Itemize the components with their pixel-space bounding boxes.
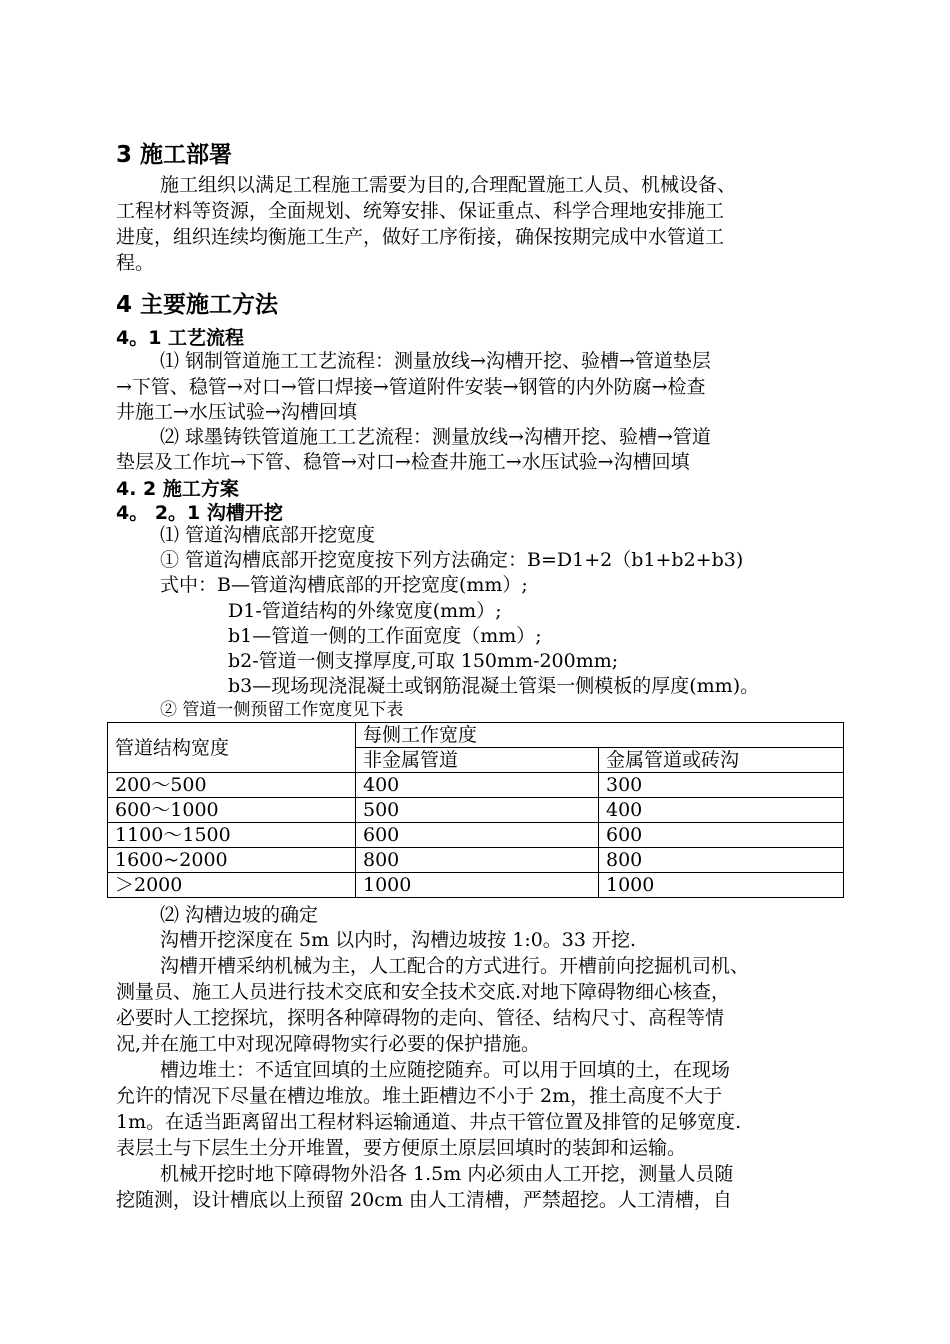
slope-line: 允许的情况下尽量在槽边堆放。堆土距槽边不小于 2m，推土高度不大于 <box>116 1085 723 1107</box>
sec3-para-line: 进度，组织连续均衡施工生产，做好工序衔接，确保按期完成中水管道工 <box>116 226 725 248</box>
table-cell: 200～500 <box>108 773 356 798</box>
definition-line: b1—管道一侧的工作面宽度（mm）; <box>228 625 542 647</box>
slope-line: 槽边堆土：不适宜回填的土应随挖随弃。可以用于回填的土，在现场 <box>160 1059 731 1081</box>
slope-line: 机械开挖时地下障碍物外沿各 1.5m 内必须由人工开挖，测量人员随 <box>160 1163 734 1185</box>
slope-line: 1m。在适当距离留出工程材料运输通道、井点干管位置及排管的足够宽度. <box>116 1111 742 1133</box>
table-cell: 1600~2000 <box>108 848 356 873</box>
table-cell: 800 <box>599 848 844 873</box>
table-cell: ＞2000 <box>108 873 356 898</box>
work-width-table <box>107 722 844 898</box>
process-line: ⑵ 球墨铸铁管道施工工艺流程：测量放线→沟槽开挖、验槽→管道 <box>160 426 711 448</box>
table-row <box>108 848 844 873</box>
process-line: 井施工→水压试验→沟槽回填 <box>116 401 357 423</box>
definition-line: b2-管道一侧支撑厚度,可取 150mm-200mm; <box>228 650 619 672</box>
table-cell: 1000 <box>599 873 844 898</box>
process-line: ⑴ 钢制管道施工工艺流程：测量放线→沟槽开挖、验槽→管道垫层 <box>160 350 711 372</box>
table-cell: 500 <box>356 798 599 823</box>
sec3-para-line: 施工组织以满足工程施工需要为目的,合理配置施工人员、机械设备、 <box>160 174 737 196</box>
table-cell: 400 <box>356 773 599 798</box>
table-cell: 600 <box>599 823 844 848</box>
header-metal-pipe: 金属管道或砖沟 <box>599 748 844 773</box>
process-line: →下管、稳管→对口→管口焊接→管道附件安装→钢管的内外防腐→检查 <box>116 376 706 398</box>
width-heading: ⑴ 管道沟槽底部开挖宽度 <box>160 524 376 546</box>
table-row <box>108 873 844 898</box>
slope-line: 表层土与下层生土分开堆置，要方便原土原层回填时的装卸和运输。 <box>116 1137 687 1159</box>
table-cell: 300 <box>599 773 844 798</box>
section-3-title: 3 施工部署 <box>116 142 233 168</box>
table-cell: 600～1000 <box>108 798 356 823</box>
section-4-2-title: 4. 2 施工方案 <box>116 478 239 500</box>
section-4-1-title: 4。1 工艺流程 <box>116 327 245 349</box>
table-cell: 800 <box>356 848 599 873</box>
section-4-title: 4 主要施工方法 <box>116 292 279 318</box>
table-cell: 600 <box>356 823 599 848</box>
sec3-para-line: 程。 <box>116 252 155 274</box>
header-nonmetal-pipe: 非金属管道 <box>356 748 599 773</box>
header-struct-width: 管道结构宽度 <box>108 723 356 773</box>
table-row <box>108 773 844 798</box>
slope-line: 沟槽开槽采纳机械为主，人工配合的方式进行。开槽前向挖掘机司机、 <box>160 955 750 977</box>
table-row <box>108 798 844 823</box>
definition-line: D1-管道结构的外缘宽度(mm）; <box>228 600 502 622</box>
table-cell: 400 <box>599 798 844 823</box>
formula-line: ① 管道沟槽底部开挖宽度按下列方法确定：B=D1+2（b1+b2+b3) <box>160 549 744 571</box>
definition-line: b3—现场现浇混凝土或钢筋混凝土管渠一侧模板的厚度(mm)。 <box>228 675 760 697</box>
definition-line: 式中：B—管道沟槽底部的开挖宽度(mm）; <box>160 574 528 596</box>
table-cell: 1000 <box>356 873 599 898</box>
slope-line: 挖随测，设计槽底以上预留 20cm 由人工清槽，严禁超挖。人工清槽，自 <box>116 1189 732 1211</box>
section-4-2-1-title: 4。 2。1 沟槽开挖 <box>116 502 283 524</box>
table-caption: ② 管道一侧预留工作宽度见下表 <box>160 700 404 720</box>
table-cell: 1100～1500 <box>108 823 356 848</box>
slope-line: 测量员、施工人员进行技术交底和安全技术交底.对地下障碍物细心核查， <box>116 981 731 1003</box>
slope-line: 沟槽开挖深度在 5m 以内时，沟槽边坡按 1:0。33 开挖. <box>160 929 637 951</box>
table-header-row <box>108 723 844 748</box>
slope-line: 况,并在施工中对现况障碍物实行必要的保护措施。 <box>116 1033 541 1055</box>
sec3-para-line: 工程材料等资源，全面规划、统筹安排、保证重点、科学合理地安排施工 <box>116 200 725 222</box>
header-each-side-width: 每侧工作宽度 <box>356 723 844 748</box>
process-line: 垫层及工作坑→下管、稳管→对口→检查井施工→水压试验→沟槽回填 <box>116 451 690 473</box>
slope-heading: ⑵ 沟槽边坡的确定 <box>160 904 319 926</box>
table-row <box>108 823 844 848</box>
slope-line: 必要时人工挖探坑，探明各种障碍物的走向、管径、结构尺寸、高程等情 <box>116 1007 725 1029</box>
